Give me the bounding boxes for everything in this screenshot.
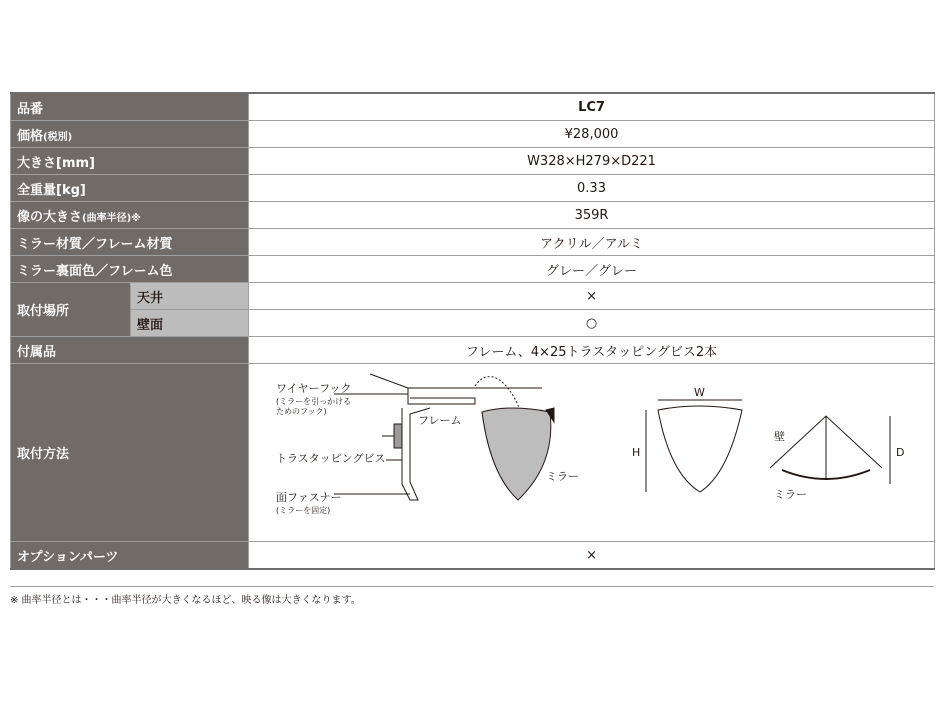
- wire-hook-shape: [408, 388, 475, 404]
- row-weight: [11, 175, 935, 202]
- row-mount-wall: [11, 310, 935, 337]
- label-dim-d: D: [895, 446, 904, 459]
- label-image-size-sub: (曲率半径)※: [82, 212, 141, 224]
- value-ceiling: ×: [249, 283, 935, 310]
- row-accessories: [11, 337, 935, 364]
- value-weight: 0.33: [249, 175, 935, 202]
- wire-dashed: [475, 377, 520, 410]
- label-frame: フレーム: [417, 414, 462, 427]
- bracket-plate: [394, 424, 402, 448]
- label-mirror: ミラー: [545, 470, 579, 483]
- value-color: グレー／グレー: [249, 256, 935, 283]
- label-image-size: [11, 202, 249, 229]
- label-wall-diagram: 壁: [773, 430, 785, 443]
- label-options: オプションパーツ: [11, 542, 249, 570]
- label-dim-h: H: [631, 446, 640, 459]
- front-mirror-shape: [658, 406, 742, 492]
- row-price: [11, 121, 935, 148]
- row-material: [11, 229, 935, 256]
- label-truss-screw: トラスタッピングビス: [275, 452, 385, 465]
- value-material: アクリル／アルミ: [249, 229, 935, 256]
- value-options: ×: [249, 542, 935, 570]
- value-image-size: 359R: [249, 202, 935, 229]
- label-price: [11, 121, 249, 148]
- label-weight: 全重量[kg]: [11, 175, 249, 202]
- mount-diagram: [250, 364, 934, 537]
- value-wall: ○: [249, 310, 935, 337]
- label-wire-hook-note2: ためのフック): [275, 407, 327, 416]
- row-size: [11, 148, 935, 175]
- spec-table: [10, 92, 935, 570]
- row-image-size: [11, 202, 935, 229]
- mount-diagram-cell: [249, 364, 935, 542]
- mirror-shape: [482, 408, 551, 500]
- footnote: ※ 曲率半径とは・・・曲率半径が大きくなるほど、映る像は大きくなります。: [10, 586, 934, 606]
- value-price: ¥28,000: [249, 121, 935, 148]
- label-fastener-note: (ミラーを固定): [275, 506, 330, 515]
- row-mount-method: [11, 364, 935, 542]
- label-wall: 壁面: [131, 310, 249, 337]
- label-mirror-diagram: ミラー: [773, 488, 807, 501]
- row-options: [11, 542, 935, 570]
- label-mount-method: 取付方法: [11, 364, 249, 542]
- label-size: 大きさ[mm]: [11, 148, 249, 175]
- label-price-main: 価格: [17, 128, 44, 144]
- label-color: ミラー裏面色／フレーム色: [11, 256, 249, 283]
- label-accessories: 付属品: [11, 337, 249, 364]
- value-model: LC7: [249, 93, 935, 121]
- label-price-sub: (税別): [43, 131, 73, 143]
- row-model: [11, 93, 935, 121]
- label-dim-w: W: [693, 386, 705, 399]
- row-mount-ceiling: [11, 283, 935, 310]
- label-material: ミラー材質／フレーム材質: [11, 229, 249, 256]
- label-mount-place: 取付場所: [11, 283, 131, 337]
- value-size: W328×H279×D221: [249, 148, 935, 175]
- label-wire-hook-note1: (ミラーを引っかける: [275, 397, 351, 406]
- ceiling-line: [370, 374, 408, 388]
- value-accessories: フレーム、4×25トラスタッピングビス2本: [249, 337, 935, 364]
- label-image-size-main: 像の大きさ: [17, 209, 83, 225]
- label-fastener: 面ファスナー: [275, 491, 342, 504]
- label-ceiling: 天井: [131, 283, 249, 310]
- label-model: 品番: [11, 93, 249, 121]
- label-wire-hook: ワイヤーフック: [275, 382, 351, 395]
- row-color: [11, 256, 935, 283]
